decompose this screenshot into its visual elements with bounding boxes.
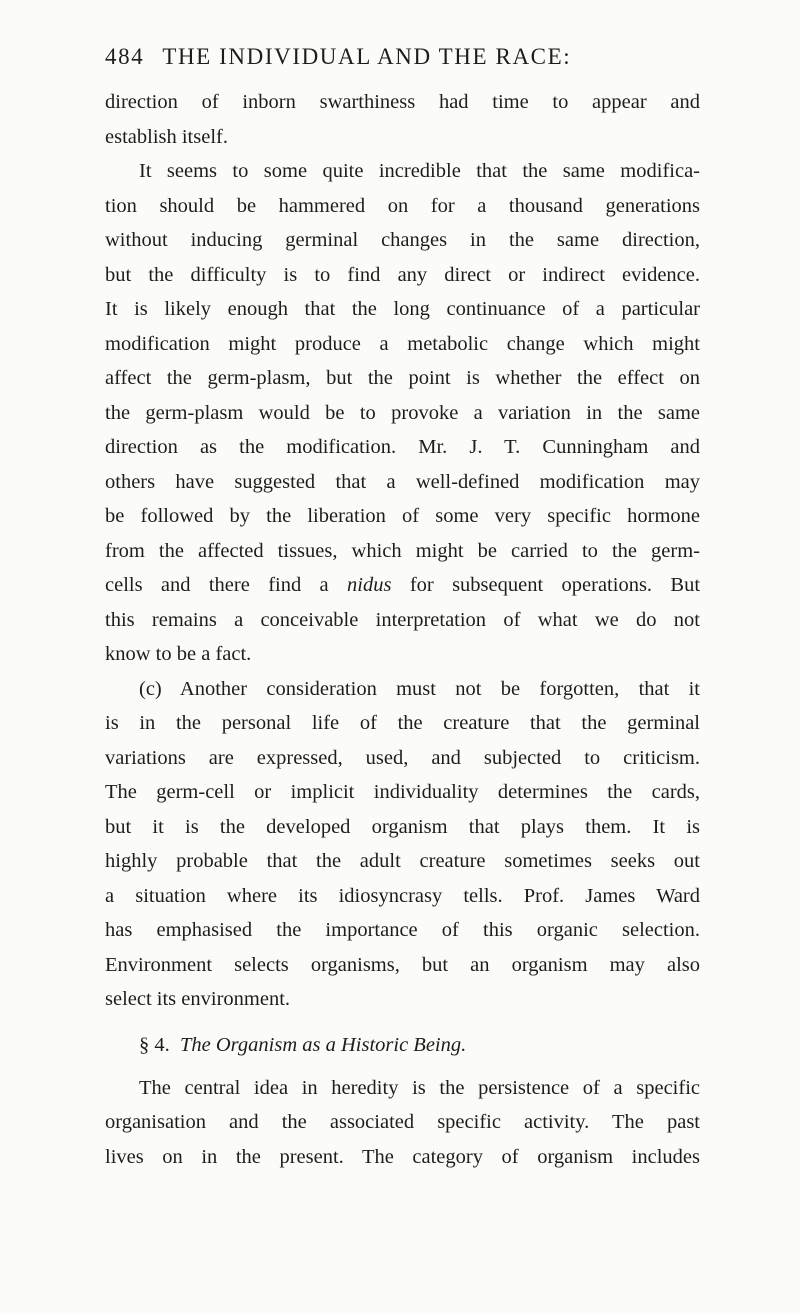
text-segment: cells and there find a — [105, 574, 329, 596]
text-line: establish itself. — [105, 125, 228, 148]
text-line: lives on in the present. The category of organism includes — [105, 1145, 700, 1168]
body-text — [105, 85, 700, 1174]
text-line: know to be a fact. — [105, 643, 252, 665]
text-line: variations are expressed, used, and subjected to criticism. — [105, 746, 700, 769]
running-header — [105, 44, 700, 70]
text-line: the germ-plasm would be to provoke a variation in the same — [105, 401, 700, 424]
text-line: tion should be hammered on for a thousand generations — [105, 194, 700, 217]
text-line: (c) Another consideration must not be forgotten, that it — [139, 677, 700, 700]
text-line: modification might produce a metabolic change which might — [105, 332, 700, 355]
text-line: highly probable that the adult creature sometimes seeks out — [105, 850, 700, 872]
text-line: without inducing germinal changes in the same direction, — [105, 229, 700, 251]
text-line: It is likely enough that the long continuance of a particular — [105, 298, 700, 320]
text-line: is in the personal life of the creature that the germinal — [105, 712, 700, 734]
running-title: THE INDIVIDUAL AND THE RACE: — [162, 44, 572, 69]
text-line: others have suggested that a well-defined modification may — [105, 470, 700, 493]
text-line: The germ-cell or implicit individuality determines the cards, — [105, 781, 700, 803]
text-line: from the affected tissues, which might be carried to the germ- — [105, 539, 700, 562]
text-line: direction as the modification. Mr. J. T. Cunningham and — [105, 436, 700, 458]
page-number: 484 — [105, 44, 145, 69]
text-line: be followed by the liberation of some very specific hormone — [105, 505, 700, 527]
text-line: affect the germ-plasm, but the point is whether the effect on — [105, 367, 700, 389]
text-line: Environment selects organisms, but an organism may also — [105, 953, 700, 976]
section-title: The Organism as a Historic Being. — [180, 1033, 467, 1056]
text-line-with-italic — [105, 568, 700, 603]
text-line: has emphasised the importance of this organic selection. — [105, 919, 700, 941]
text-line: organisation and the associated specific activity. The past — [105, 1111, 700, 1133]
text-line: this remains a conceivable interpretation of what we do not — [105, 608, 700, 631]
text-line: but it is the developed organism that plays them. It is — [105, 815, 700, 838]
text-line: direction of inborn swarthiness had time to appear and — [105, 91, 700, 113]
section-heading — [105, 1023, 700, 1067]
italic-term: nidus — [347, 574, 392, 596]
text-line: select its environment. — [105, 988, 291, 1010]
text-line: a situation where its idiosyncrasy tells. Prof. James Ward — [105, 884, 700, 907]
text-line: but the difficulty is to find any direct or indirect evidence. — [105, 263, 700, 286]
text-segment: for subsequent operations. But — [409, 574, 701, 596]
section-number: § 4. — [139, 1033, 170, 1056]
text-line: It seems to some quite incredible that the same modifica- — [139, 160, 700, 182]
text-line: The central idea in heredity is the persistence of a specific — [139, 1076, 700, 1099]
